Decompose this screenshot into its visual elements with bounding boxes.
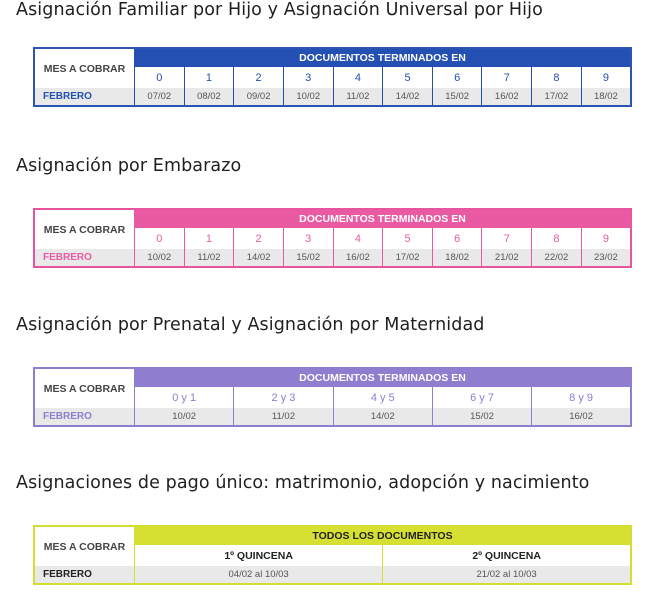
date-cell: 10/02 (135, 408, 234, 426)
digit-cell: 2 y 3 (234, 387, 333, 408)
date-row (34, 88, 631, 106)
mes-a-cobrar-header: MES A COBRAR (34, 48, 135, 88)
date-cell: 14/02 (234, 249, 284, 267)
digit-cell: 3 (283, 228, 333, 249)
digit-cell: 8 (532, 228, 582, 249)
digit-cell: 0 (135, 228, 185, 249)
month-label: FEBRERO (34, 408, 135, 426)
month-label: FEBRERO (34, 88, 135, 106)
documents-band-header: TODOS LOS DOCUMENTOS (135, 526, 632, 545)
payment-table-auh (33, 47, 632, 107)
digit-cell: 2 (234, 67, 284, 88)
digit-cell: 4 (333, 67, 383, 88)
digit-cell: 4 y 5 (333, 387, 432, 408)
date-cell: 09/02 (234, 88, 284, 106)
digit-cell: 3 (283, 67, 333, 88)
digit-cell: 0 y 1 (135, 387, 234, 408)
digit-cell: 1 (184, 67, 234, 88)
payment-table-prenatal (33, 367, 632, 427)
payment-table-pago-unico (33, 525, 632, 585)
date-row (34, 408, 631, 426)
date-cell: 14/02 (333, 408, 432, 426)
section-title-auh: Asignación Familiar por Hijo y Asignación Universal por Hijo (16, 0, 543, 20)
digit-cell: 8 (532, 67, 582, 88)
date-cell: 23/02 (581, 249, 631, 267)
date-cell: 17/02 (383, 249, 433, 267)
date-range-cell: 04/02 al 10/03 (135, 566, 383, 584)
month-label: FEBRERO (34, 249, 135, 267)
date-cell: 10/02 (135, 249, 185, 267)
date-cell: 16/02 (482, 88, 532, 106)
date-cell: 07/02 (135, 88, 185, 106)
section-title-prenatal: Asignación por Prenatal y Asignación por Maternidad (16, 315, 485, 335)
digit-cell: 0 (135, 67, 185, 88)
date-cell: 11/02 (184, 249, 234, 267)
date-cell: 10/02 (283, 88, 333, 106)
date-cell: 15/02 (432, 88, 482, 106)
digit-cell: 5 (383, 67, 433, 88)
documents-band-header: DOCUMENTOS TERMINADOS EN (135, 209, 632, 228)
digit-cell: 9 (581, 67, 631, 88)
date-cell: 18/02 (432, 249, 482, 267)
date-row (34, 249, 631, 267)
documents-band-header: DOCUMENTOS TERMINADOS EN (135, 48, 632, 67)
digit-cell: 4 (333, 228, 383, 249)
date-cell: 11/02 (333, 88, 383, 106)
mes-a-cobrar-header: MES A COBRAR (34, 526, 135, 566)
date-cell: 15/02 (432, 408, 531, 426)
date-range-cell: 21/02 al 10/03 (383, 566, 631, 584)
digit-cell: 8 y 9 (532, 387, 631, 408)
date-cell: 21/02 (482, 249, 532, 267)
date-cell: 08/02 (184, 88, 234, 106)
payment-table-embarazo (33, 208, 632, 268)
digit-cell: 6 (432, 67, 482, 88)
digit-cell: 9 (581, 228, 631, 249)
digit-cell: 6 y 7 (432, 387, 531, 408)
date-cell: 16/02 (333, 249, 383, 267)
quincena-cell: 2º QUINCENA (383, 545, 631, 566)
digit-cell: 1 (184, 228, 234, 249)
digit-cell: 5 (383, 228, 433, 249)
date-cell: 16/02 (532, 408, 631, 426)
documents-band-header: DOCUMENTOS TERMINADOS EN (135, 368, 632, 387)
date-cell: 11/02 (234, 408, 333, 426)
digit-cell: 2 (234, 228, 284, 249)
quincena-cell: 1º QUINCENA (135, 545, 383, 566)
month-label: FEBRERO (34, 566, 135, 584)
mes-a-cobrar-header: MES A COBRAR (34, 209, 135, 249)
digit-cell: 6 (432, 228, 482, 249)
date-row (34, 566, 631, 584)
digit-cell: 7 (482, 228, 532, 249)
date-cell: 14/02 (383, 88, 433, 106)
date-cell: 22/02 (532, 249, 582, 267)
date-cell: 18/02 (581, 88, 631, 106)
section-title-embarazo: Asignación por Embarazo (16, 156, 242, 176)
digit-cell: 7 (482, 67, 532, 88)
section-title-pago-unico: Asignaciones de pago único: matrimonio, adopción y nacimiento (16, 473, 590, 493)
date-cell: 17/02 (532, 88, 582, 106)
mes-a-cobrar-header: MES A COBRAR (34, 368, 135, 408)
date-cell: 15/02 (283, 249, 333, 267)
